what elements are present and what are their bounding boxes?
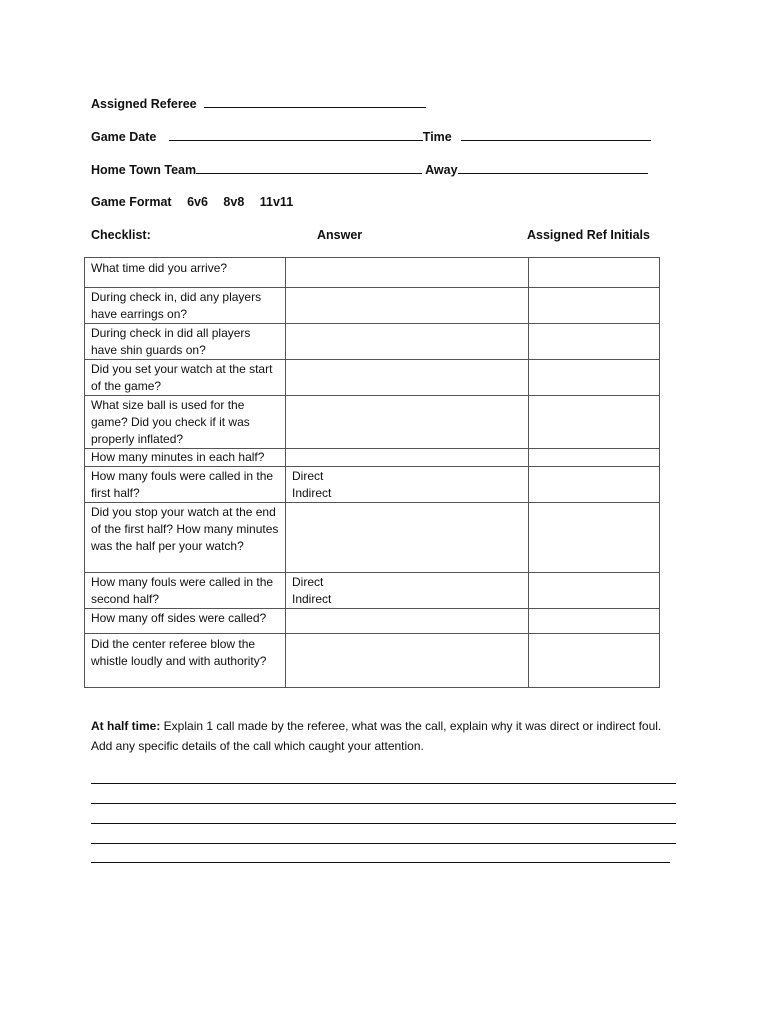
answer-column-header: Answer bbox=[317, 228, 363, 242]
question-cell: During check in did all players have shin guards on? bbox=[85, 324, 286, 360]
question-cell: What size ball is used for the game? Did you check if it was properly inflated? bbox=[85, 396, 286, 449]
question-cell: What time did you arrive? bbox=[85, 258, 286, 288]
table-row bbox=[85, 573, 660, 609]
question-cell: Did you stop your watch at the end of the first half? How many minutes was the half per your watch? bbox=[85, 503, 286, 573]
question-cell: How many fouls were called in the second half? bbox=[85, 573, 286, 609]
game-format-label: Game Format bbox=[91, 195, 172, 209]
format-option-6v6[interactable]: 6v6 bbox=[187, 195, 208, 209]
table-row bbox=[85, 467, 660, 503]
answer-line-4[interactable] bbox=[91, 843, 676, 844]
table-row bbox=[85, 609, 660, 634]
half-time-label: At half time: bbox=[91, 719, 161, 733]
away-field[interactable] bbox=[458, 161, 648, 174]
assigned-referee-label: Assigned Referee bbox=[91, 97, 197, 111]
table-row bbox=[85, 634, 660, 688]
answer-cell[interactable] bbox=[286, 288, 529, 324]
game-date-field[interactable] bbox=[169, 128, 423, 141]
home-team-label: Home Town Team bbox=[91, 163, 197, 177]
initials-cell[interactable] bbox=[529, 396, 660, 449]
assigned-referee-row bbox=[91, 95, 426, 112]
initials-column-header: Assigned Ref Initials bbox=[527, 228, 650, 242]
answer-cell[interactable] bbox=[286, 360, 529, 396]
question-cell: Did the center referee blow the whistle loudly and with authority? bbox=[85, 634, 286, 688]
initials-cell[interactable] bbox=[529, 360, 660, 396]
answer-cell[interactable] bbox=[286, 258, 529, 288]
question-cell: How many off sides were called? bbox=[85, 609, 286, 634]
initials-cell[interactable] bbox=[529, 634, 660, 688]
answer-cell[interactable] bbox=[286, 449, 529, 467]
teams-row bbox=[91, 161, 648, 178]
answer-cell[interactable] bbox=[286, 634, 529, 688]
answer-cell[interactable] bbox=[286, 396, 529, 449]
format-option-11v11[interactable]: 11v11 bbox=[259, 195, 294, 209]
away-label: Away bbox=[425, 163, 458, 177]
initials-cell[interactable] bbox=[529, 609, 660, 634]
initials-cell[interactable] bbox=[529, 258, 660, 288]
table-row bbox=[85, 324, 660, 360]
initials-cell[interactable] bbox=[529, 467, 660, 503]
question-cell: How many fouls were called in the first half? bbox=[85, 467, 286, 503]
half-time-prompt bbox=[91, 716, 681, 756]
answer-line-2[interactable] bbox=[91, 803, 676, 804]
checklist-column-header: Checklist: bbox=[91, 228, 151, 242]
initials-cell[interactable] bbox=[529, 324, 660, 360]
question-cell: How many minutes in each half? bbox=[85, 449, 286, 467]
answer-line-5[interactable] bbox=[91, 862, 670, 863]
initials-cell[interactable] bbox=[529, 573, 660, 609]
answer-line-1[interactable] bbox=[91, 783, 676, 784]
table-row bbox=[85, 360, 660, 396]
initials-cell[interactable] bbox=[529, 503, 660, 573]
initials-cell[interactable] bbox=[529, 288, 660, 324]
home-team-field[interactable] bbox=[196, 161, 422, 174]
answer-cell[interactable] bbox=[286, 324, 529, 360]
format-option-8v8[interactable]: 8v8 bbox=[223, 195, 245, 209]
question-cell: During check in, did any players have earrings on? bbox=[85, 288, 286, 324]
table-row bbox=[85, 288, 660, 324]
checklist-table bbox=[84, 257, 660, 688]
table-row bbox=[85, 503, 660, 573]
time-field[interactable] bbox=[461, 128, 651, 141]
assigned-referee-field[interactable] bbox=[204, 95, 426, 108]
table-row bbox=[85, 396, 660, 449]
game-format-row bbox=[91, 194, 293, 210]
answer-cell[interactable]: Direct Indirect bbox=[286, 573, 529, 609]
answer-cell[interactable]: Direct Indirect bbox=[286, 467, 529, 503]
game-date-row bbox=[91, 128, 651, 145]
answer-line-3[interactable] bbox=[91, 823, 676, 824]
initials-cell[interactable] bbox=[529, 449, 660, 467]
question-cell: Did you set your watch at the start of the game? bbox=[85, 360, 286, 396]
table-row bbox=[85, 258, 660, 288]
answer-cell[interactable] bbox=[286, 503, 529, 573]
half-time-instructions: Explain 1 call made by the referee, what was the call, explain why it was direct or indirect foul. Add any specific details of the call which caught your attention. bbox=[91, 719, 662, 753]
time-label: Time bbox=[422, 130, 452, 144]
game-date-label: Game Date bbox=[91, 130, 157, 144]
table-row bbox=[85, 449, 660, 467]
answer-cell[interactable] bbox=[286, 609, 529, 634]
